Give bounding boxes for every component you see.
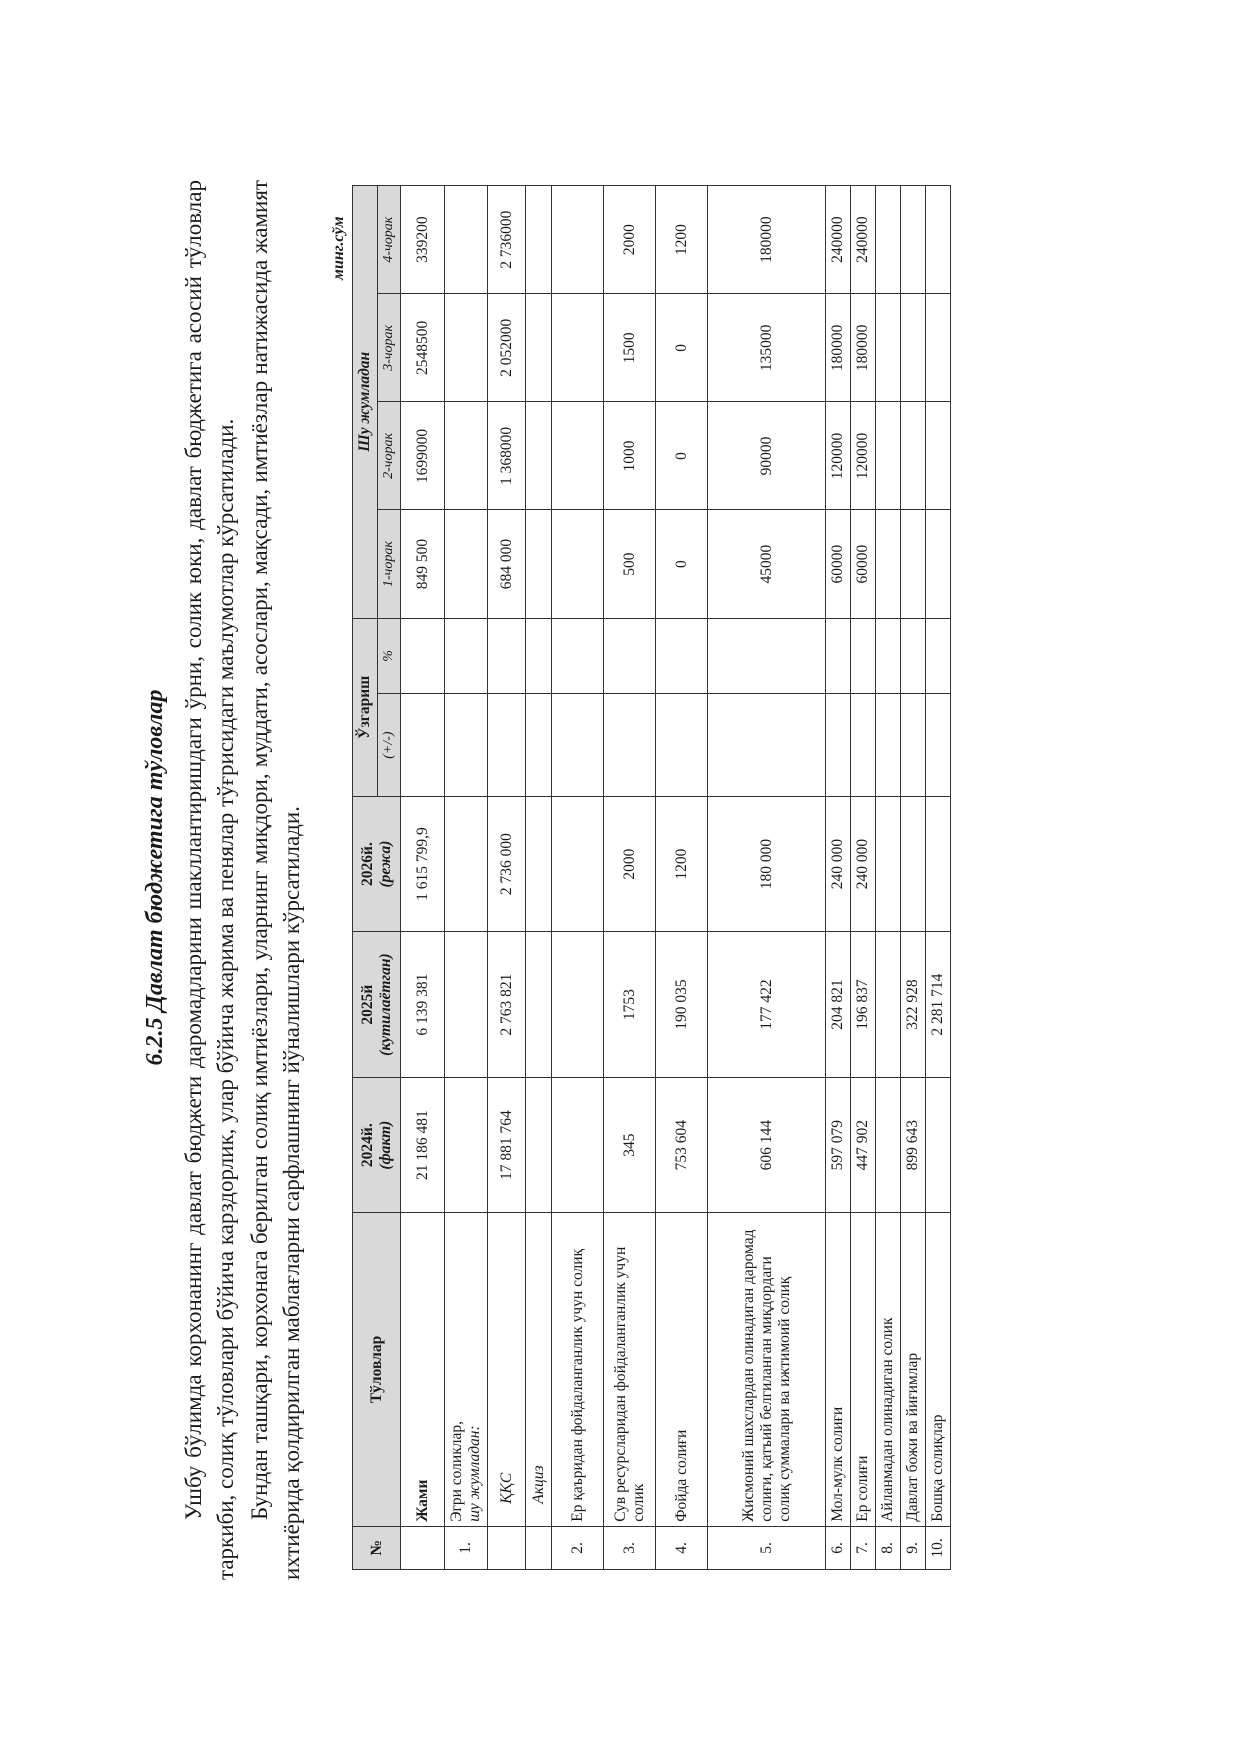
header-q3: 3-чорак: [378, 294, 401, 402]
value-cell-y2026: [876, 796, 901, 931]
value-cell-y2026: [552, 796, 604, 931]
intro-paragraph: Ушбу бўлимда корхонанинг давлат бюджети даромадларини шакллантиришдаги ўрни, солик юки, давлат бюджетига асосий тўловлар таркиби, солиқ тўловлари бўйича карздорлик, улар бўйича жарима ва пенялар тўғрисидаги маълумотлар кўрсатилади.: [181, 180, 238, 1580]
row-number-cell: 6.: [826, 1526, 851, 1569]
payment-name-cell: Сув ресурсларидан фойдаланганлик учун солик: [604, 1213, 656, 1527]
payment-name-cell: Акциз: [526, 1213, 552, 1527]
value-cell-y2025: 196 837: [851, 932, 876, 1078]
payment-name-cell: Ер солиғи: [851, 1213, 876, 1527]
benefits-paragraph: Бундан ташқари, корхонага берилган солиқ имтиёзлари, уларнинг миқдори, муддати, асослари, мақсади, имтиёзлар натижасида жамият ихтиёрида қолдирилган маблағларни сарфлашнинг йўналишлари кўрсатилади.: [247, 180, 304, 1580]
table-row: [876, 186, 901, 1570]
payment-name-cell: Фойда солиғи: [656, 1213, 708, 1527]
table-row: [445, 186, 488, 1570]
value-cell-y2024: 899 643: [901, 1078, 926, 1213]
value-cell-pct: [851, 618, 876, 694]
value-cell-y2025: [526, 932, 552, 1078]
value-cell-y2026: [901, 796, 926, 931]
value-cell-q2: [901, 402, 926, 510]
value-cell-y2024: 21 186 481: [401, 1078, 445, 1213]
value-cell-chg: [901, 694, 926, 797]
value-cell-q2: 1 368000: [488, 402, 526, 510]
header-row: [353, 186, 378, 1570]
value-cell-pct: [901, 618, 926, 694]
value-cell-q3: [876, 294, 901, 402]
header-2024: 2024й. (факт): [353, 1078, 401, 1213]
value-cell-q3: [526, 294, 552, 402]
table-row: [488, 186, 526, 1570]
row-number-cell: 8.: [876, 1526, 901, 1569]
table-row: [826, 186, 851, 1570]
value-cell-pct: [526, 618, 552, 694]
header-change-pct: %: [378, 618, 401, 694]
table-row: [401, 186, 445, 1570]
value-cell-q3: [445, 294, 488, 402]
header-payments: Тўловлар: [353, 1213, 401, 1527]
value-cell-q4: [552, 186, 604, 294]
table-row: [926, 186, 951, 1570]
payment-name-cell: Эгри соликлар, шу жумладан:: [445, 1213, 488, 1527]
value-cell-y2025: 6 139 381: [401, 932, 445, 1078]
value-cell-chg: [656, 694, 708, 797]
value-cell-q4: [526, 186, 552, 294]
value-cell-y2024: [526, 1078, 552, 1213]
value-cell-y2025: 1753: [604, 932, 656, 1078]
payment-name-cell: Жисмоний шахслардан олинадиган даромад солиғи, қатъий белгиланган миқдордаги солиқ суммалари ва ижтимоий солиқ: [708, 1213, 826, 1527]
value-cell-q1: 0: [656, 510, 708, 618]
payment-name-cell: Айланмадан олинадиган солик: [876, 1213, 901, 1527]
value-cell-q2: 120000: [826, 402, 851, 510]
value-cell-q2: [445, 402, 488, 510]
value-cell-pct: [926, 618, 951, 694]
row-number-cell: 5.: [708, 1526, 826, 1569]
table-body: [401, 186, 951, 1570]
header-q4: 4-чорак: [378, 186, 401, 294]
header-no: №: [353, 1526, 401, 1569]
value-cell-y2024: [445, 1078, 488, 1213]
value-cell-q4: 2000: [604, 186, 656, 294]
value-cell-y2025: 2 281 714: [926, 932, 951, 1078]
table-row: [656, 186, 708, 1570]
row-number-cell: 10.: [926, 1526, 951, 1569]
value-cell-q3: 2548500: [401, 294, 445, 402]
value-cell-chg: [876, 694, 901, 797]
value-cell-q1: [552, 510, 604, 618]
value-cell-y2024: 606 144: [708, 1078, 826, 1213]
value-cell-y2025: 204 821: [826, 932, 851, 1078]
value-cell-pct: [656, 618, 708, 694]
row-number-cell: 1.: [445, 1526, 488, 1569]
value-cell-q1: 849 500: [401, 510, 445, 618]
value-cell-pct: [604, 618, 656, 694]
value-cell-pct: [488, 618, 526, 694]
value-cell-q1: [526, 510, 552, 618]
value-cell-pct: [826, 618, 851, 694]
value-cell-y2025: 322 928: [901, 932, 926, 1078]
value-cell-q4: 1200: [656, 186, 708, 294]
value-cell-chg: [526, 694, 552, 797]
value-cell-q2: [552, 402, 604, 510]
value-cell-q3: 1500: [604, 294, 656, 402]
value-cell-q2: [926, 402, 951, 510]
table-row: [552, 186, 604, 1570]
value-cell-q4: 180000: [708, 186, 826, 294]
table-row: [901, 186, 926, 1570]
value-cell-pct: [401, 618, 445, 694]
payment-name-cell: Мол-мулк солиғи: [826, 1213, 851, 1527]
header-q1: 1-чорак: [378, 510, 401, 618]
value-cell-q4: [901, 186, 926, 294]
value-cell-y2025: 190 035: [656, 932, 708, 1078]
value-cell-chg: [552, 694, 604, 797]
value-cell-q1: 500: [604, 510, 656, 618]
payment-name-cell: Давлат божи ва йиғимлар: [901, 1213, 926, 1527]
value-cell-q3: 0: [656, 294, 708, 402]
value-cell-q1: 684 000: [488, 510, 526, 618]
value-cell-q4: 240000: [826, 186, 851, 294]
row-number-cell: 3.: [604, 1526, 656, 1569]
value-cell-q3: 2 052000: [488, 294, 526, 402]
value-cell-y2026: [526, 796, 552, 931]
value-cell-q2: [876, 402, 901, 510]
value-cell-q2: 1699000: [401, 402, 445, 510]
value-cell-chg: [708, 694, 826, 797]
value-cell-y2026: 240 000: [826, 796, 851, 931]
value-cell-q3: 135000: [708, 294, 826, 402]
value-cell-q1: 45000: [708, 510, 826, 618]
value-cell-q2: 1000: [604, 402, 656, 510]
value-cell-y2024: [926, 1078, 951, 1213]
payment-name-cell: Жами: [401, 1213, 445, 1527]
value-cell-y2026: [445, 796, 488, 931]
value-cell-q3: [901, 294, 926, 402]
value-cell-y2026: 2000: [604, 796, 656, 931]
table-row: [526, 186, 552, 1570]
payment-name-cell: ҚҚС: [488, 1213, 526, 1527]
value-cell-y2025: [552, 932, 604, 1078]
value-cell-chg: [488, 694, 526, 797]
value-cell-pct: [445, 618, 488, 694]
unit-label: минг.сўм: [330, 216, 347, 280]
value-cell-q1: 60000: [826, 510, 851, 618]
row-number-cell: [401, 1526, 445, 1569]
value-cell-q4: [445, 186, 488, 294]
value-cell-chg: [926, 694, 951, 797]
header-change-abs: (+/-): [378, 694, 401, 797]
value-cell-y2025: [876, 932, 901, 1078]
value-cell-y2026: 180 000: [708, 796, 826, 931]
value-cell-q2: 0: [656, 402, 708, 510]
value-cell-y2025: 177 422: [708, 932, 826, 1078]
value-cell-q1: [876, 510, 901, 618]
value-cell-q4: 2 736000: [488, 186, 526, 294]
value-cell-chg: [826, 694, 851, 797]
value-cell-pct: [552, 618, 604, 694]
row-number-cell: [526, 1526, 552, 1569]
table-row: [708, 186, 826, 1570]
value-cell-chg: [604, 694, 656, 797]
value-cell-q1: 60000: [851, 510, 876, 618]
value-cell-pct: [876, 618, 901, 694]
value-cell-y2024: 345: [604, 1078, 656, 1213]
value-cell-q3: 180000: [826, 294, 851, 402]
header-2026: 2026й. (режа): [353, 796, 401, 931]
value-cell-q1: [901, 510, 926, 618]
header-2025: 2025й (кутилаётган): [353, 932, 401, 1078]
value-cell-chg: [851, 694, 876, 797]
value-cell-q2: 90000: [708, 402, 826, 510]
value-cell-y2026: 2 736 000: [488, 796, 526, 931]
value-cell-y2026: 240 000: [851, 796, 876, 931]
value-cell-q4: [876, 186, 901, 294]
value-cell-q1: [926, 510, 951, 618]
value-cell-y2024: 447 902: [851, 1078, 876, 1213]
value-cell-y2025: 2 763 821: [488, 932, 526, 1078]
value-cell-q2: 120000: [851, 402, 876, 510]
value-cell-chg: [445, 694, 488, 797]
payment-name-cell: Ер қаъридан фойдаланганлик учун солиқ: [552, 1213, 604, 1527]
value-cell-pct: [708, 618, 826, 694]
header-change: Ўзгариш: [353, 618, 378, 796]
payments-table: [352, 185, 951, 1570]
section-title: 6.2.5 Давлат бюджетига тўловлар: [142, 689, 168, 1066]
row-number-cell: 9.: [901, 1526, 926, 1569]
row-number-cell: 2.: [552, 1526, 604, 1569]
row-number-cell: 4.: [656, 1526, 708, 1569]
table-row: [604, 186, 656, 1570]
row-number-cell: [488, 1526, 526, 1569]
value-cell-q4: 240000: [851, 186, 876, 294]
value-cell-q2: [526, 402, 552, 510]
value-cell-y2024: [552, 1078, 604, 1213]
value-cell-y2025: [445, 932, 488, 1078]
value-cell-q3: 180000: [851, 294, 876, 402]
value-cell-y2026: [926, 796, 951, 931]
payment-name-cell: Бошқа солиқлар: [926, 1213, 951, 1527]
row-number-cell: 7.: [851, 1526, 876, 1569]
value-cell-y2026: 1 615 799,9: [401, 796, 445, 931]
header-quarters: Шу жумладан: [353, 186, 378, 619]
value-cell-y2024: [876, 1078, 901, 1213]
value-cell-q3: [552, 294, 604, 402]
header-q2: 2-чорак: [378, 402, 401, 510]
value-cell-y2026: 1200: [656, 796, 708, 931]
value-cell-y2024: 597 079: [826, 1078, 851, 1213]
value-cell-q4: 339200: [401, 186, 445, 294]
value-cell-q4: [926, 186, 951, 294]
value-cell-chg: [401, 694, 445, 797]
value-cell-q1: [445, 510, 488, 618]
value-cell-q3: [926, 294, 951, 402]
value-cell-y2024: 17 881 764: [488, 1078, 526, 1213]
table-row: [851, 186, 876, 1570]
value-cell-y2024: 753 604: [656, 1078, 708, 1213]
